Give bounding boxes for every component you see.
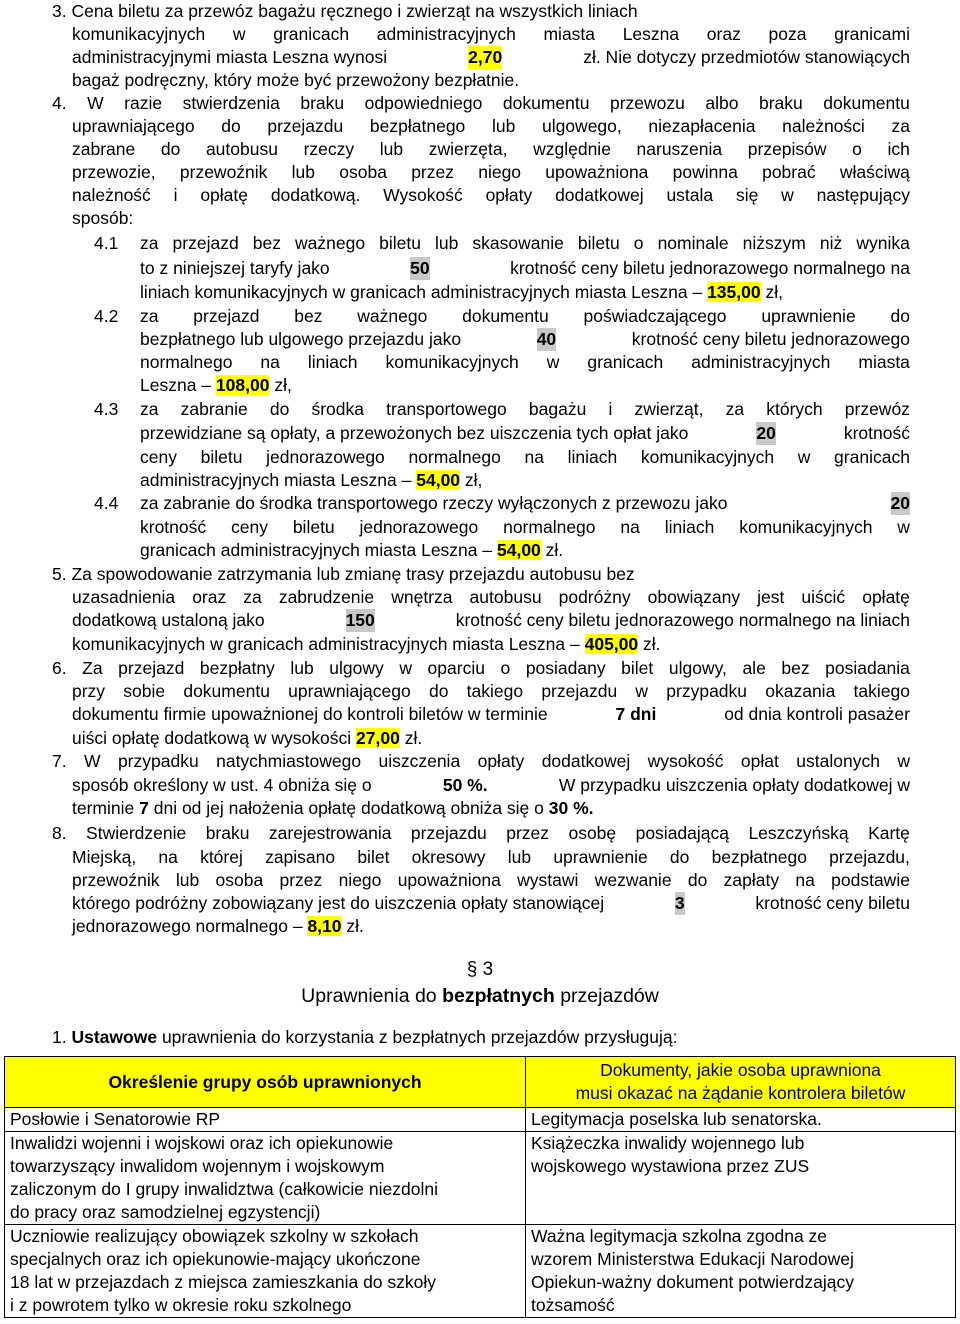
p6-text: od dnia kontroli pasażer xyxy=(724,704,910,724)
group-cell xyxy=(5,1132,526,1225)
price-value: 2,70 xyxy=(468,47,503,67)
p6-text: dokumentu firmie upoważnionej do kontroli biletów w terminie xyxy=(72,704,548,724)
p41-text: to z niniejszej taryfy jako xyxy=(140,258,330,278)
price-value: 405,00 xyxy=(584,634,639,654)
p3-text: zł. Nie dotyczy przedmiotów stanowiących xyxy=(583,47,910,67)
p6-line-3 xyxy=(72,703,910,726)
cell-line: Książeczka inwalidy wojennego lub xyxy=(531,1133,805,1153)
section-title xyxy=(0,983,960,1009)
multiplier-value: 20 xyxy=(890,493,910,513)
p41-text: liniach komunikacyjnych w granicach administracyjnych miasta Leszna – xyxy=(140,282,703,302)
p4-line-3: zabrane do autobusu rzeczy lub zwierzęta, względnie naruszenia przepisów o ich xyxy=(72,139,910,159)
price-value: 27,00 xyxy=(356,728,400,748)
p44-text: za zabranie do środka transportowego rzeczy wyłączonych z przewozu jako xyxy=(140,493,728,513)
table-header-row xyxy=(5,1057,956,1108)
p7-text: terminie xyxy=(72,798,135,818)
header-documents-line: musi okazać na żądanie kontrolera biletów xyxy=(575,1083,906,1103)
cell-line: wzorem Ministerstwa Edukacji Narodowej xyxy=(531,1249,854,1269)
price-value: 54,00 xyxy=(416,470,461,490)
cell-line: Ważna legitymacja szkolna zgodna ze xyxy=(531,1226,828,1246)
days-value: 7 xyxy=(139,798,149,818)
cell-line: Uczniowie realizujący obowiązek szkolny w szkołach xyxy=(10,1226,419,1246)
cell-line: wojskowego wystawiona przez ZUS xyxy=(531,1156,810,1176)
p44-line-3 xyxy=(140,539,563,562)
p5-line-3 xyxy=(72,609,910,632)
section-sign: § 3 xyxy=(466,959,494,980)
multiplier-value: 3 xyxy=(674,893,685,913)
p8-line-1: 8. Stwierdzenie braku zarejestrowania przejazdu przez osobę posiadającą Leszczyńską Kartę xyxy=(52,823,910,843)
p43-line-1: za zabranie do środka transportowego bagażu i zwierząt, za których przewóz xyxy=(140,399,910,419)
section-title-text: Uprawnienia do xyxy=(301,985,437,1007)
p43-line-4 xyxy=(140,469,482,492)
section-title-text: przejazdów xyxy=(560,985,659,1007)
p8-line-3: przewoźnik lub osoba przez niego upoważniona wystawi wezwanie do zapłaty na podstawie xyxy=(72,870,910,890)
p7-text: W przypadku uiszczenia opłaty dodatkowej w xyxy=(558,775,910,795)
document-cell xyxy=(526,1132,956,1225)
p8-text: jednorazowego normalnego – xyxy=(72,916,303,936)
p42-line-4 xyxy=(140,374,292,397)
p5-line-2: uzasadnienia oraz za zabrudzenie wnętrza autobusu podróżny obowiązany jest uiścić opłatę xyxy=(72,587,910,607)
p41-text: krotność ceny biletu jednorazowego normalnego na xyxy=(510,258,910,278)
p6-text: uiści opłatę dodatkową w wysokości xyxy=(72,728,352,748)
item-number: 4.4 xyxy=(94,493,119,513)
p8-line-4 xyxy=(72,892,910,915)
p6-line-1: 6. Za przejazd bezpłatny lub ulgowy w oparciu o posiadany bilet ulgowy, ale bez posiadania xyxy=(52,658,910,678)
cell-line: zaliczonym do I grupy inwalidztwa (całkowicie niezdolni xyxy=(10,1179,438,1199)
p3-text: administracyjnymi miasta Leszna wynosi xyxy=(72,47,388,67)
p44-text: granicach administracyjnych miasta Leszna – xyxy=(140,540,493,560)
p43-text: krotność xyxy=(843,423,910,443)
p41-line-1: za przejazd bez ważnego biletu lub skasowanie biletu o nominale niższym niż wynika xyxy=(140,233,910,253)
p5-text: komunikacyjnych w granicach administracyjnych miasta Leszna – xyxy=(72,634,580,654)
multiplier-value: 20 xyxy=(756,423,776,443)
p44-line-1 xyxy=(140,492,910,515)
item-number: 4.2 xyxy=(94,306,119,326)
p5-text: krotność ceny biletu jednorazowego normalnego na liniach xyxy=(455,610,910,630)
p6-text: zł. xyxy=(404,728,423,748)
p7-text: sposób określony w ust. 4 obniża się o xyxy=(72,775,372,795)
intro-text: uprawnienia do korzystania z bezpłatnych przejazdów przysługują: xyxy=(161,1027,678,1047)
p8-text: zł. xyxy=(346,916,364,936)
item-number: 4.3 xyxy=(94,399,119,419)
p41-line-3 xyxy=(140,281,783,304)
document-cell xyxy=(526,1108,956,1132)
p8-text: którego podróżny zobowiązany jest do uiszczenia opłaty stanowiącej xyxy=(72,893,605,913)
price-value: 135,00 xyxy=(707,282,761,302)
p41-line-2 xyxy=(140,257,910,280)
p3-line-4: bagaż podręczny, który może być przewożony bezpłatnie. xyxy=(72,70,520,90)
price-value: 54,00 xyxy=(497,540,541,560)
group-cell xyxy=(5,1225,526,1318)
document-cell xyxy=(526,1225,956,1318)
p42-text: krotność ceny biletu jednorazowego xyxy=(631,329,910,349)
p42-line-1: za przejazd bez ważnego dokumentu poświadczającego uprawnienie do xyxy=(140,306,910,326)
p4-line-6: sposób: xyxy=(72,208,134,228)
deadline-value: 7 dni xyxy=(615,704,657,724)
cell-line: Posłowie i Senatorowie RP xyxy=(10,1109,221,1129)
p4-line-1: 4. W razie stwierdzenia braku odpowiedniego dokumentu przewozu albo braku dokumentu xyxy=(52,93,910,113)
multiplier-value: 50 xyxy=(410,258,430,278)
cell-line: Legitymacja poselska lub senatorska. xyxy=(531,1109,822,1129)
p4-line-5: należność i opłatę dodatkową. Wysokość opłaty dodatkowej ustala się w następujący xyxy=(72,185,910,205)
p4-line-2: uprawniającego do przejazdu bezpłatnego lub ulgowego, niezapłacenia należności za xyxy=(72,116,910,136)
p5-line-1: 5. Za spowodowanie zatrzymania lub zmianę trasy przejazdu autobusu bez xyxy=(52,564,635,584)
multiplier-value: 150 xyxy=(345,610,375,630)
discount-value: 50 %. xyxy=(442,775,488,795)
price-value: 108,00 xyxy=(215,375,270,395)
p42-line-3: normalnego na liniach komunikacyjnych w granicach administracyjnych miasta xyxy=(140,352,910,372)
p5-line-4 xyxy=(72,633,661,656)
p44-line-2: krotność ceny biletu jednorazowego normalnego na liniach komunikacyjnych w xyxy=(140,517,910,537)
p43-text: zł, xyxy=(464,470,483,490)
p7-line-3 xyxy=(72,797,594,820)
p42-text: bezpłatnego lub ulgowego przejazdu jako xyxy=(140,329,462,349)
p3-line-1: 3. Cena biletu za przewóz bagażu ręcznego i zwierząt na wszystkich liniach xyxy=(52,1,638,21)
multiplier-value: 40 xyxy=(536,329,557,349)
p43-text: przewidziane są opłaty, a przewożonych bez uiszczenia tych opłat jako xyxy=(140,423,689,443)
cell-line: tożsamość xyxy=(531,1295,615,1315)
p6-line-4 xyxy=(72,727,422,750)
p43-line-2 xyxy=(140,422,910,445)
p8-line-5 xyxy=(72,915,364,938)
table-row xyxy=(5,1108,956,1132)
cell-line: 18 lat w przejazdach z miejsca zamieszkania do szkoły xyxy=(10,1272,437,1292)
p6-line-2: przy sobie dokumentu uprawniającego do takiego przejazdu w przypadku okazania takiego xyxy=(72,681,910,701)
p7-line-2 xyxy=(72,774,910,797)
p8-line-2: Miejską, na której zapisano bilet okresowy lub uprawnienie do bezpłatnego przejazdu, xyxy=(72,847,910,867)
p7-text: dni od jej nałożenia opłatę dodatkową obniża się o xyxy=(153,798,544,818)
intro-bold: Ustawowe xyxy=(71,1027,158,1047)
cell-line: towarzyszący inwalidom wojennym i wojskowym xyxy=(10,1156,385,1176)
cell-line: i z powrotem tylko w okresie roku szkolnego xyxy=(10,1295,352,1315)
header-documents xyxy=(526,1057,956,1108)
p4-line-4: przewozie, przewoźnik lub osoba przez niego upoważniona powinna pobrać właściwą xyxy=(72,162,910,182)
section-title-bold: bezpłatnych xyxy=(442,985,555,1007)
p43-text: administracyjnych miasta Leszna – xyxy=(140,470,412,490)
intro-number: 1. xyxy=(52,1027,67,1047)
group-cell xyxy=(5,1108,526,1132)
cell-line: Inwalidzi wojenni i wojskowi oraz ich opiekunowie xyxy=(10,1133,394,1153)
entitlements-table xyxy=(4,1056,956,1318)
p5-text: zł. xyxy=(643,634,661,654)
p41-text: zł, xyxy=(765,282,783,302)
cell-line: do pracy oraz samodzielnej egzystencji) xyxy=(10,1202,321,1222)
p43-line-3: ceny biletu jednorazowego normalnego na liniach komunikacyjnych w granicach xyxy=(140,447,910,467)
p42-text: zł, xyxy=(274,375,292,395)
p5-text: dodatkową ustaloną jako xyxy=(72,610,265,630)
header-documents-line: Dokumenty, jakie osoba uprawniona xyxy=(600,1060,881,1080)
p42-line-2 xyxy=(140,328,910,351)
p8-text: krotność ceny biletu xyxy=(755,893,910,913)
p3-line-2: komunikacyjnych w granicach administracyjnych miasta Leszna oraz poza granicami xyxy=(72,24,910,44)
p7-line-1: 7. W przypadku natychmiastowego uiszczenia opłaty dodatkowej wysokość opłat ustalonych w xyxy=(52,751,910,771)
cell-line: Opiekun-ważny dokument potwierdzający xyxy=(531,1272,854,1292)
item-number: 4.1 xyxy=(94,233,119,253)
price-value: 8,10 xyxy=(307,916,342,936)
table-row xyxy=(5,1132,956,1225)
intro-line xyxy=(52,1026,678,1049)
p42-text: Leszna – xyxy=(140,375,212,395)
header-group: Określenie grupy osób uprawnionych xyxy=(5,1057,526,1108)
p3-line-3 xyxy=(72,46,910,69)
discount-value: 30 %. xyxy=(548,798,594,818)
table-row xyxy=(5,1225,956,1318)
p44-text: zł. xyxy=(545,540,564,560)
cell-line: specjalnych oraz ich opiekunowie-mający ukończone xyxy=(10,1249,421,1269)
